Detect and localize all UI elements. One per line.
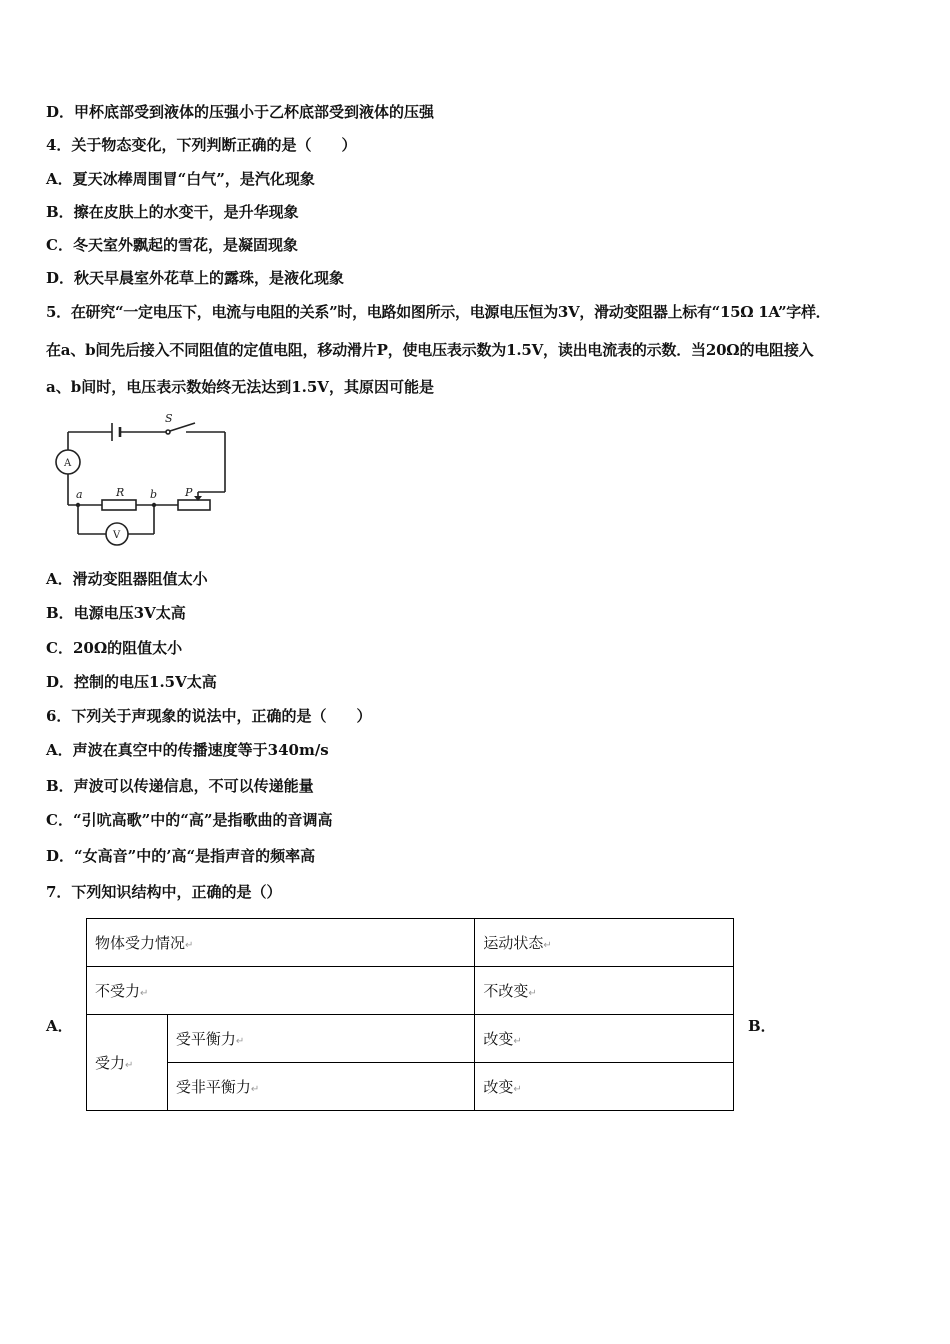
point-a-label: a: [76, 488, 83, 501]
q6-option-c: C．“引吭高歌”中的“高”是指歌曲的音调高: [46, 811, 333, 829]
q5-option-c: C．20Ω的阻值太小: [46, 639, 183, 657]
q5-option-d: D．控制的电压1.5V太高: [46, 673, 217, 691]
q5-stem-line2: 在a、b间先后接入不同阻值的定值电阻，移动滑片P，使电压表示数为1.5V，读出电流表的示数．当20Ω的电阻接入: [46, 341, 814, 359]
no-force-motion-cell: 不改变↵: [475, 967, 734, 1015]
voltmeter-label: V: [113, 530, 121, 541]
q5-stem-line1: 5．在研究“一定电压下，电流与电阻的关系”时，电路如图所示，电源电压恒为3V，滑动变阻器上标有“15Ω 1A”字样．: [46, 303, 831, 321]
point-b-label: b: [150, 488, 158, 501]
header-motion-cell: 运动状态↵: [475, 919, 734, 967]
knowledge-structure-table: [86, 918, 734, 1111]
q4-stem: 4．关于物态变化，下列判断正确的是（ ）: [46, 136, 357, 154]
q5-option-b: B．电源电压3V太高: [46, 604, 186, 622]
switch-label: S: [165, 412, 173, 425]
q5-stem-line3: a、b间时，电压表示数始终无法达到1.5V，其原因可能是: [46, 378, 434, 396]
q4-option-d: D．秋天早晨室外花草上的露珠，是液化现象: [46, 269, 345, 287]
ammeter-label: A: [64, 458, 72, 469]
slider-label: P: [185, 486, 193, 499]
resistor-label: R: [116, 486, 125, 499]
balanced-force-cell: 受平衡力↵: [167, 1015, 475, 1063]
circuit-diagram: [50, 412, 235, 547]
q6-option-a: A．声波在真空中的传播速度等于340m/s: [46, 741, 329, 759]
rheostat-icon: [178, 500, 210, 510]
q4-option-c: C．冬天室外飘起的雪花，是凝固现象: [46, 236, 298, 254]
q5-option-a: A．滑动变阻器阻值太小: [46, 570, 208, 588]
q7-stem: 7．下列知识结构中，正确的是（）: [46, 883, 282, 901]
q6-option-d: D．“女高音”中的’高“是指声音的频率高: [46, 847, 316, 865]
resistor-icon: [102, 500, 136, 510]
q6-stem: 6．下列关于声现象的说法中，正确的是（ ）: [46, 707, 372, 725]
q7-option-b-label: B．: [748, 1017, 776, 1035]
q3-option-d: D．甲杯底部受到液体的压强小于乙杯底部受到液体的压强: [46, 103, 435, 121]
unbalanced-force-cell: 受非平衡力↵: [167, 1063, 475, 1111]
balanced-motion-cell: 改变↵: [475, 1015, 734, 1063]
q4-option-b: B．擦在皮肤上的水变干，是升华现象: [46, 203, 299, 221]
switch-blade: [170, 423, 195, 431]
force-group-cell: 受力↵: [87, 1015, 168, 1111]
q4-option-a: A．夏天冰棒周围冒“白气”，是汽化现象: [46, 170, 315, 188]
no-force-cell: 不受力↵: [87, 967, 475, 1015]
header-force-cell: 物体受力情况↵: [87, 919, 475, 967]
q7-option-a-label: A．: [46, 1017, 73, 1035]
unbalanced-motion-cell: 改变↵: [475, 1063, 734, 1111]
q6-option-b: B．声波可以传递信息，不可以传递能量: [46, 777, 314, 795]
